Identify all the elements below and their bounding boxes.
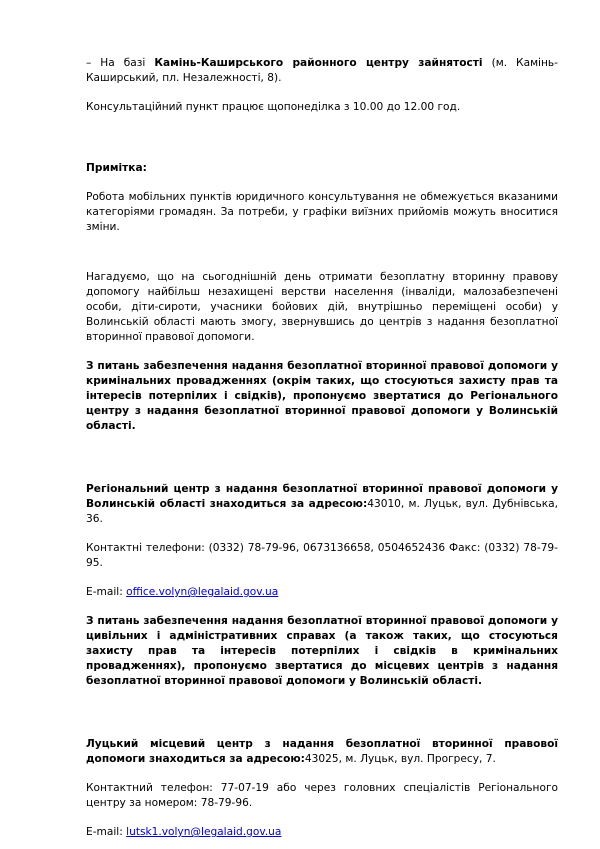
note-heading: Примітка:	[86, 162, 147, 174]
reminder-paragraph: Нагадуємо, що на сьогоднішній день отримати безоплатну вторинну правову допомогу найбільш незахищені верстви населення (інваліди, малозабезпечені особи, діти-сироти, учасники бойових дій, внутрішньо переміщені особи) у Волинській області мають змогу, звернувшись до центрів з надання безоплатної вторинної правової допомоги.	[86, 271, 558, 343]
regional-center-phones: Контактні телефони: (0332) 78-79-96, 0673136658, 0504652436 Факс: (0332) 78-79-95.	[86, 542, 558, 569]
regional-center-street: 43010, м. Луцьк, вул. Дубнівська, 36.	[86, 498, 558, 525]
lutsk-center-phones: Контактний телефон: 77-07-19 або через головних спеціалістів Регіонального центру за номером: 78-79-96.	[86, 782, 558, 809]
lutsk-email-link[interactable]: lutsk1.volyn@legalaid.gov.ua	[126, 826, 282, 838]
civil-cases-notice: З питань забезпечення надання безоплатної вторинної правової допомоги у цивільних і адміністративних справах (а також таких, що стосуються захисту прав та інтересів потерпілих і свідків в кримінальних провадженнях), пропонуємо звертатися до місцевих центрів з надання безоплатної вторинної правової допомоги у Волинській області.	[86, 615, 558, 687]
criminal-proceedings-notice: З питань забезпечення надання безоплатної вторинної правової допомоги у кримінальних провадженнях (окрім таких, що стосуються захисту прав та інтересів потерпілих і свідків), пропонуємо звертатися до Регіонального центру з надання безоплатної вторинної правової допомоги у Волинській області.	[86, 360, 558, 432]
kamin-kashyrskyi-location	[86, 56, 558, 86]
email-label: E-mail:	[86, 826, 127, 838]
regional-center-name: Регіональний центр з надання безоплатної вторинної правової допомоги у Волинській області знаходиться за адресою:	[86, 483, 558, 510]
lutsk-center-street: 43025, м. Луцьк, вул. Прогресу, 7.	[304, 753, 496, 765]
lutsk-center-address	[86, 737, 558, 767]
document-page	[86, 56, 558, 840]
location-name: Камінь-Каширського районного центру зайнятості	[154, 57, 483, 69]
regional-center-email	[86, 585, 558, 600]
consultation-hours: Консультаційний пункт працює щопонеділка з 10.00 до 12.00 год.	[86, 101, 461, 113]
regional-center-address	[86, 482, 558, 527]
lutsk-center-email	[86, 825, 558, 840]
note-text: Робота мобільних пунктів юридичного консультування не обмежується вказаними категоріями громадян. За потреби, у графіки виїзних прийомів можуть вноситися зміни.	[86, 191, 558, 233]
regional-email-link[interactable]: office.volyn@legalaid.gov.ua	[126, 586, 279, 598]
lutsk-center-name: Луцький місцевий центр з надання безоплатної вторинної правової допомоги знаходиться за адресою:	[86, 738, 558, 765]
location-address: (м. Камінь-Каширський, пл. Незалежності, 8).	[86, 57, 558, 84]
location-prefix: – На базі	[86, 57, 155, 69]
email-label: E-mail:	[86, 586, 127, 598]
